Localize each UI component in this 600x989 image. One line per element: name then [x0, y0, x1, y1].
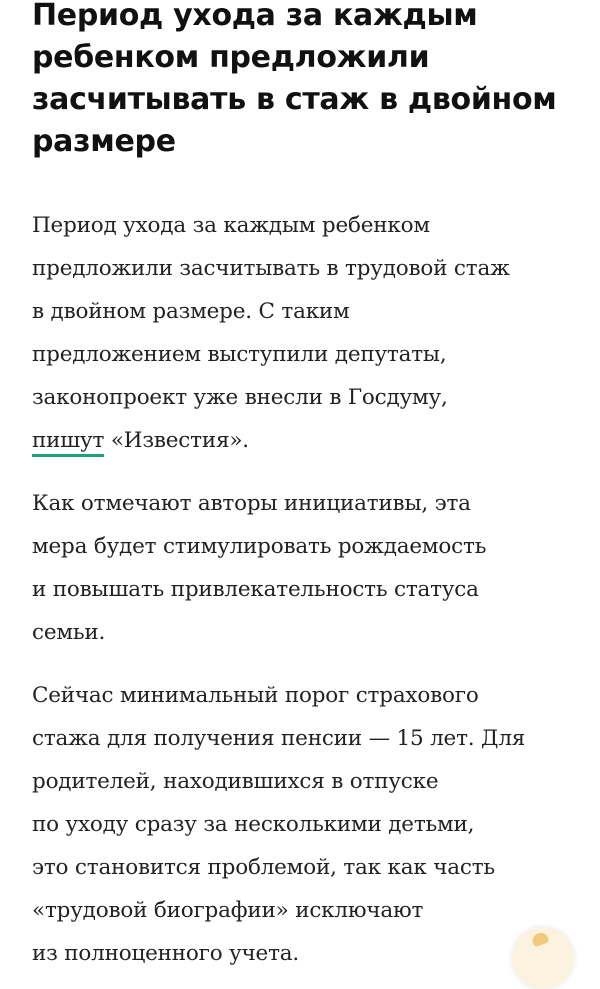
floating-action-icon[interactable] [512, 927, 574, 989]
paragraph-line: законопроект уже внесли в Госдуму, [32, 385, 448, 410]
paragraph-line: предложением выступили депутаты, [32, 342, 447, 367]
paragraph-line: стажа для получения пенсии — 15 лет. Для [32, 726, 526, 751]
headline-line: ребенком предложили [32, 40, 430, 75]
emoji-icon [530, 931, 549, 948]
headline-line: засчитывать в стаж в двойном [32, 82, 557, 117]
paragraph-line: из полноценного учета. [32, 941, 300, 966]
paragraph-line: в двойном размере. С таким [32, 299, 350, 324]
source-name: «Известия». [104, 428, 249, 453]
paragraph-line: Сейчас минимальный порог страхового [32, 683, 479, 708]
paragraph-line: Период ухода за каждым ребенком [32, 213, 430, 238]
paragraph-line: предложили засчитывать в трудовой стаж [32, 256, 510, 281]
paragraph-line: мера будет стимулировать рождаемость [32, 534, 487, 559]
news-article [32, 0, 577, 975]
paragraph-line: «трудовой биографии» исключают [32, 898, 424, 923]
headline-line: размере [32, 124, 176, 159]
paragraph-line: это становится проблемой, так как часть [32, 855, 495, 880]
article-paragraph [32, 482, 577, 654]
paragraph-line: родителей, находившихся в отпуске [32, 769, 439, 794]
paragraph-line: Как отмечают авторы инициативы, эта [32, 491, 471, 516]
article-headline [32, 0, 577, 163]
headline-line: Период ухода за каждым [32, 0, 478, 33]
paragraph-line-with-link [32, 419, 577, 462]
paragraph-line: по уходу сразу за несколькими детьми, [32, 812, 475, 837]
article-paragraph [32, 204, 577, 462]
paragraph-line: семьи. [32, 620, 106, 645]
paragraph-line: и повышать привлекательность статуса [32, 577, 479, 602]
article-paragraph [32, 674, 577, 975]
source-link[interactable]: пишут [32, 428, 104, 457]
